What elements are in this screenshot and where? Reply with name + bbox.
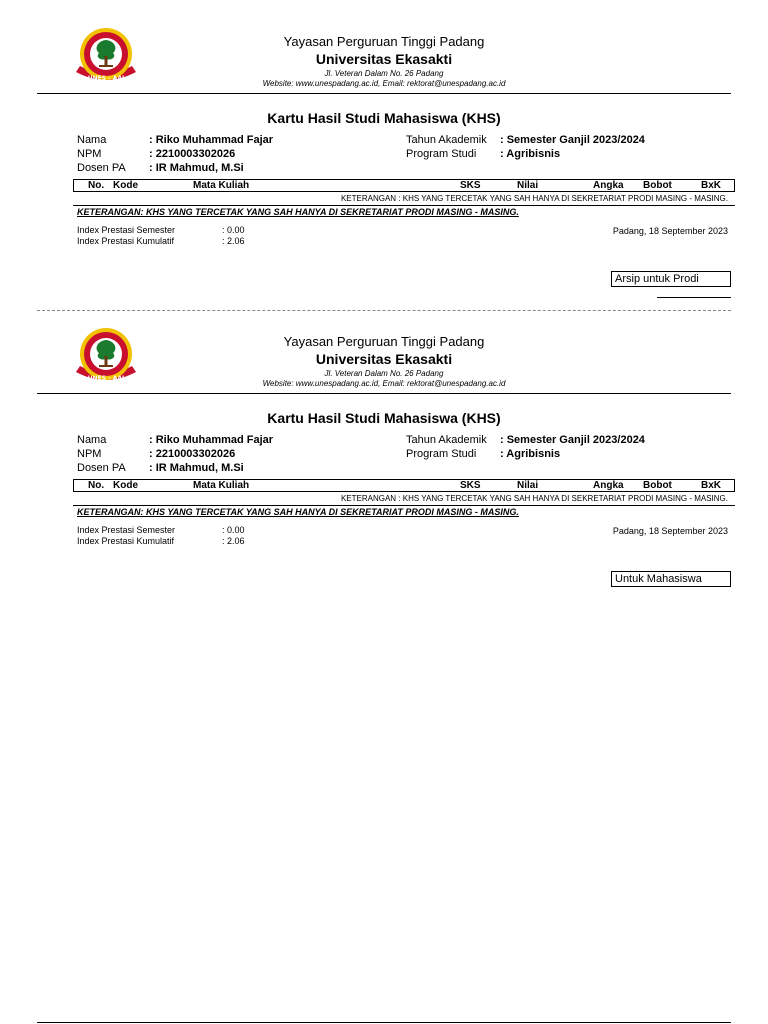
npm-value: : 2210003302026: [149, 448, 236, 460]
yayasan-name: Yayasan Perguruan Tinggi Padang: [283, 334, 485, 349]
university-address: Jl. Veteran Dalam No. 26 Padang: [324, 369, 444, 378]
nama-value: : Riko Muhammad Fajar: [149, 434, 274, 446]
col-sks: SKS: [460, 180, 481, 191]
col-kode: Kode: [113, 180, 138, 191]
note-divider: [73, 505, 735, 506]
ips-value: : 0.00: [222, 225, 245, 235]
dosen-label: Dosen PA: [77, 462, 126, 474]
prodi-value: : Agribisnis: [500, 448, 561, 460]
npm-value: : 2210003302026: [149, 148, 236, 160]
university-logo-icon: [72, 26, 140, 88]
logo-text: UNES - AAI: [87, 75, 125, 82]
document-title: Kartu Hasil Studi Mahasiswa (KHS): [267, 410, 501, 426]
col-bobot: Bobot: [643, 180, 672, 191]
col-bxk: BxK: [701, 180, 722, 191]
prodi-label: Program Studi: [406, 448, 477, 460]
ips-label: Index Prestasi Semester: [77, 525, 176, 535]
document-title: Kartu Hasil Studi Mahasiswa (KHS): [267, 110, 501, 126]
dosen-label: Dosen PA: [77, 162, 126, 174]
university-website: Website: www.unespadang.ac.id, Email: rektorat@unespadang.ac.id: [262, 79, 506, 88]
tahun-label: Tahun Akademik: [406, 434, 487, 446]
dosen-value: : IR Mahmud, M.Si: [149, 162, 244, 174]
nama-label: Nama: [77, 134, 107, 146]
ipk-value: : 2.06: [222, 536, 245, 546]
university-address: Jl. Veteran Dalam No. 26 Padang: [324, 69, 444, 78]
tahun-label: Tahun Akademik: [406, 134, 487, 146]
khs-copy-mahasiswa: [0, 300, 768, 600]
col-angka: Angka: [593, 180, 624, 191]
note-small: KETERANGAN : KHS YANG TERCETAK YANG SAH HANYA DI SEKRETARIAT PRODI MASING - MASING.: [340, 494, 728, 503]
tahun-value: : Semester Ganjil 2023/2024: [500, 434, 645, 446]
col-nilai: Nilai: [517, 480, 539, 491]
nama-value: : Riko Muhammad Fajar: [149, 134, 274, 146]
header-divider: [37, 393, 731, 394]
col-mata-kuliah: Mata Kuliah: [193, 180, 250, 191]
col-angka: Angka: [593, 480, 624, 491]
university-website: Website: www.unespadang.ac.id, Email: rektorat@unespadang.ac.id: [262, 379, 506, 388]
note-small: KETERANGAN : KHS YANG TERCETAK YANG SAH HANYA DI SEKRETARIAT PRODI MASING - MASING.: [340, 194, 728, 203]
col-sks: SKS: [460, 480, 481, 491]
col-bobot: Bobot: [643, 480, 672, 491]
ipk-value: : 2.06: [222, 236, 245, 246]
col-bxk: BxK: [701, 480, 722, 491]
note-big: KETERANGAN: KHS YANG TERCETAK YANG SAH HANYA DI SEKRETARIAT PRODI MASING - MASING.: [77, 207, 519, 217]
ips-label: Index Prestasi Semester: [77, 225, 176, 235]
nama-label: Nama: [77, 434, 107, 446]
print-date: Padang, 18 September 2023: [612, 526, 728, 536]
ips-value: : 0.00: [222, 525, 245, 535]
tahun-value: : Semester Ganjil 2023/2024: [500, 134, 645, 146]
logo-text: UNES - AAI: [87, 375, 125, 382]
copy-label-box: Untuk Mahasiswa: [611, 571, 731, 587]
ipk-label: Index Prestasi Kumulatif: [77, 236, 175, 246]
yayasan-name: Yayasan Perguruan Tinggi Padang: [283, 34, 485, 49]
ipk-label: Index Prestasi Kumulatif: [77, 536, 175, 546]
dosen-value: : IR Mahmud, M.Si: [149, 462, 244, 474]
table-header: [73, 479, 735, 492]
col-mata-kuliah: Mata Kuliah: [193, 480, 250, 491]
header-divider: [37, 93, 731, 94]
page-bottom-line: [37, 1022, 731, 1023]
signature-line: [657, 297, 731, 298]
khs-copy-prodi: [0, 0, 768, 300]
col-no: No.: [88, 480, 105, 491]
print-date: Padang, 18 September 2023: [612, 226, 728, 236]
note-big: KETERANGAN: KHS YANG TERCETAK YANG SAH HANYA DI SEKRETARIAT PRODI MASING - MASING.: [77, 507, 519, 517]
university-logo-icon: [72, 326, 140, 388]
university-name: Universitas Ekasakti: [315, 351, 453, 367]
npm-label: NPM: [77, 148, 102, 160]
col-kode: Kode: [113, 480, 138, 491]
table-header: [73, 179, 735, 192]
prodi-value: : Agribisnis: [500, 148, 561, 160]
col-nilai: Nilai: [517, 180, 539, 191]
university-name: Universitas Ekasakti: [315, 51, 453, 67]
npm-label: NPM: [77, 448, 102, 460]
note-divider: [73, 205, 735, 206]
col-no: No.: [88, 180, 105, 191]
copy-label-box: Arsip untuk Prodi: [611, 271, 731, 287]
prodi-label: Program Studi: [406, 148, 477, 160]
